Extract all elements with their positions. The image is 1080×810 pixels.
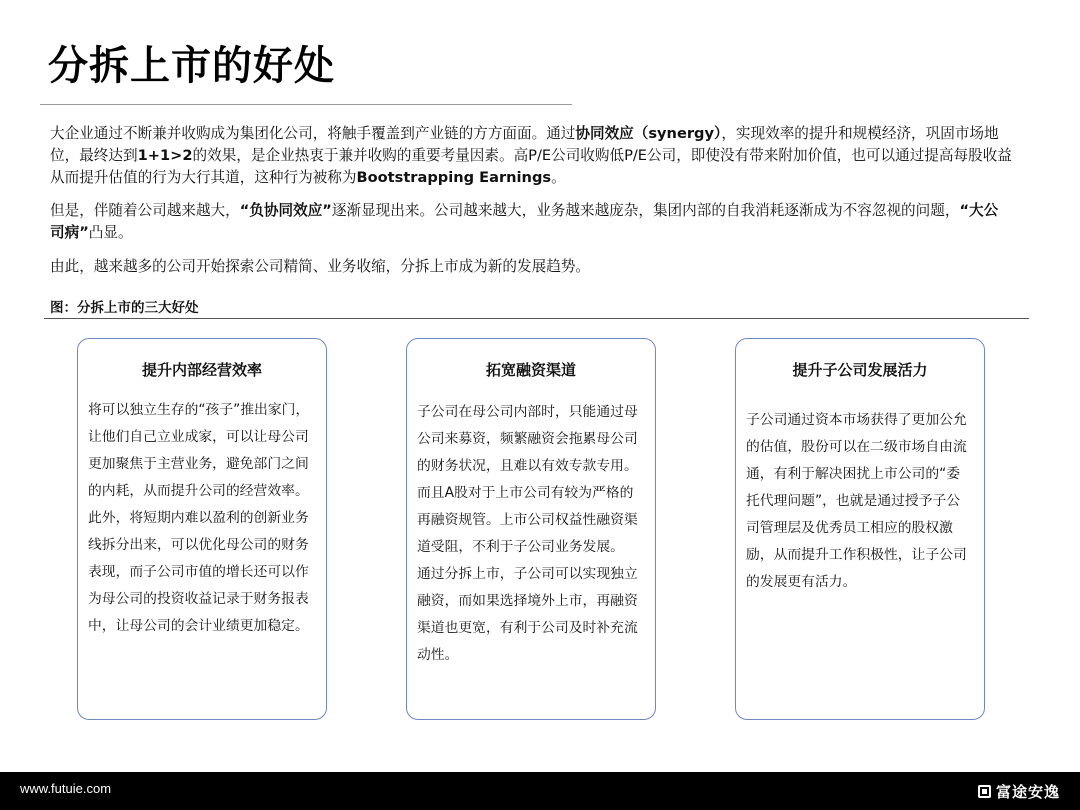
intro-paragraph-3: 由此，越来越多的公司开始探索公司精简、业务收缩，分拆上市成为新的发展趋势。 [50,258,590,275]
p2-text-e: 凸显。 [88,224,133,241]
card-body [88,397,314,640]
intro-paragraph-1 [50,123,1012,189]
figure-caption: 图：分拆上市的三大好处 [50,300,199,316]
card-paragraph: 子公司通过资本市场获得了更加公允的估值，股份可以在二级市场自由流通，有利于解决困扰上市公司的“委托代理问题”，也就是通过授予子公司管理层及优秀员工相应的股权激励，从而提升工作积极性，让子公司的发展更有活力。 [746,412,967,590]
p1-text-e: 的效果，是企业热衷于兼并收购的重要考量因素。高P/E公司收购低P/E公司，即使没有带来附加价值，也可以通过提高每股收益从而提升估值的行为大行其道，这种行为被称为 [50,147,1012,186]
p2-text-a: 但是，伴随着公司越来越大， [50,202,240,219]
benefit-card-financing [406,338,656,720]
page-title: 分拆上市的好处 [48,43,335,89]
brand-logo [978,780,1060,802]
card-paragraph: 通过分拆上市，子公司可以实现独立融资，而如果选择境外上市，再融资渠道也更宽，有利于公司及时补充流动性。 [417,566,638,663]
p1-bootstrapping-term: Bootstrapping Earnings [356,169,552,186]
p1-text-c: ，实现效率的提升和规模经济，巩固市场地位，最终达到 [50,125,999,164]
benefit-card-efficiency [77,338,327,720]
card-paragraph: 子公司在母公司内部时，只能通过母公司来募资，频繁融资会拖累母公司的财务状况，且难以有效专款专用。而且A股对于上市公司有较为严格的再融资规管。上市公司权益性融资渠道受阻，不利于子公司业务发展。 [417,404,638,555]
figure-divider [44,318,1029,319]
p1-synergy-term: 协同效应（synergy） [575,125,722,142]
p2-big-company-term: “大公司病” [50,202,999,241]
card-body [746,407,972,596]
p1-text-a: 大企业通过不断兼并收购成为集团化公司，将触手覆盖到产业链的方方面面。通过 [50,125,576,142]
card-title: 拓宽融资渠道 [485,361,576,379]
card-title: 提升子公司发展活力 [792,361,928,379]
intro-paragraph-2 [50,200,1012,244]
brand-mark-icon [978,785,991,798]
p1-formula: 1+1>2 [137,147,193,164]
card-paragraph: 将可以独立生存的“孩子”推出家门，让他们自己立业成家，可以让母公司更加聚焦于主营业务，避免部门之间的内耗，从而提升公司的经营效率。此外，将短期内难以盈利的创新业务线拆分出来，可以优化母公司的财务表现，而子公司市值的增长还可以作为母公司的投资收益记录于财务报表中，让母公司的会计业绩更加稳定。 [88,402,310,634]
p1-text-g: 。 [551,169,566,186]
brand-name: 富途安逸 [995,782,1060,801]
footer-bar [0,772,1080,810]
card-body [417,399,643,669]
footer-url: www.futuie.com [20,781,112,796]
benefit-card-vitality [735,338,985,720]
p2-negative-synergy-term: “负协同效应” [239,202,332,219]
p2-text-c: 逐渐显现出来。公司越来越大，业务越来越庞杂，集团内部的自我消耗逐渐成为不容忽视的问题， [331,202,960,219]
card-title: 提升内部经营效率 [141,361,262,379]
title-divider [40,104,572,105]
